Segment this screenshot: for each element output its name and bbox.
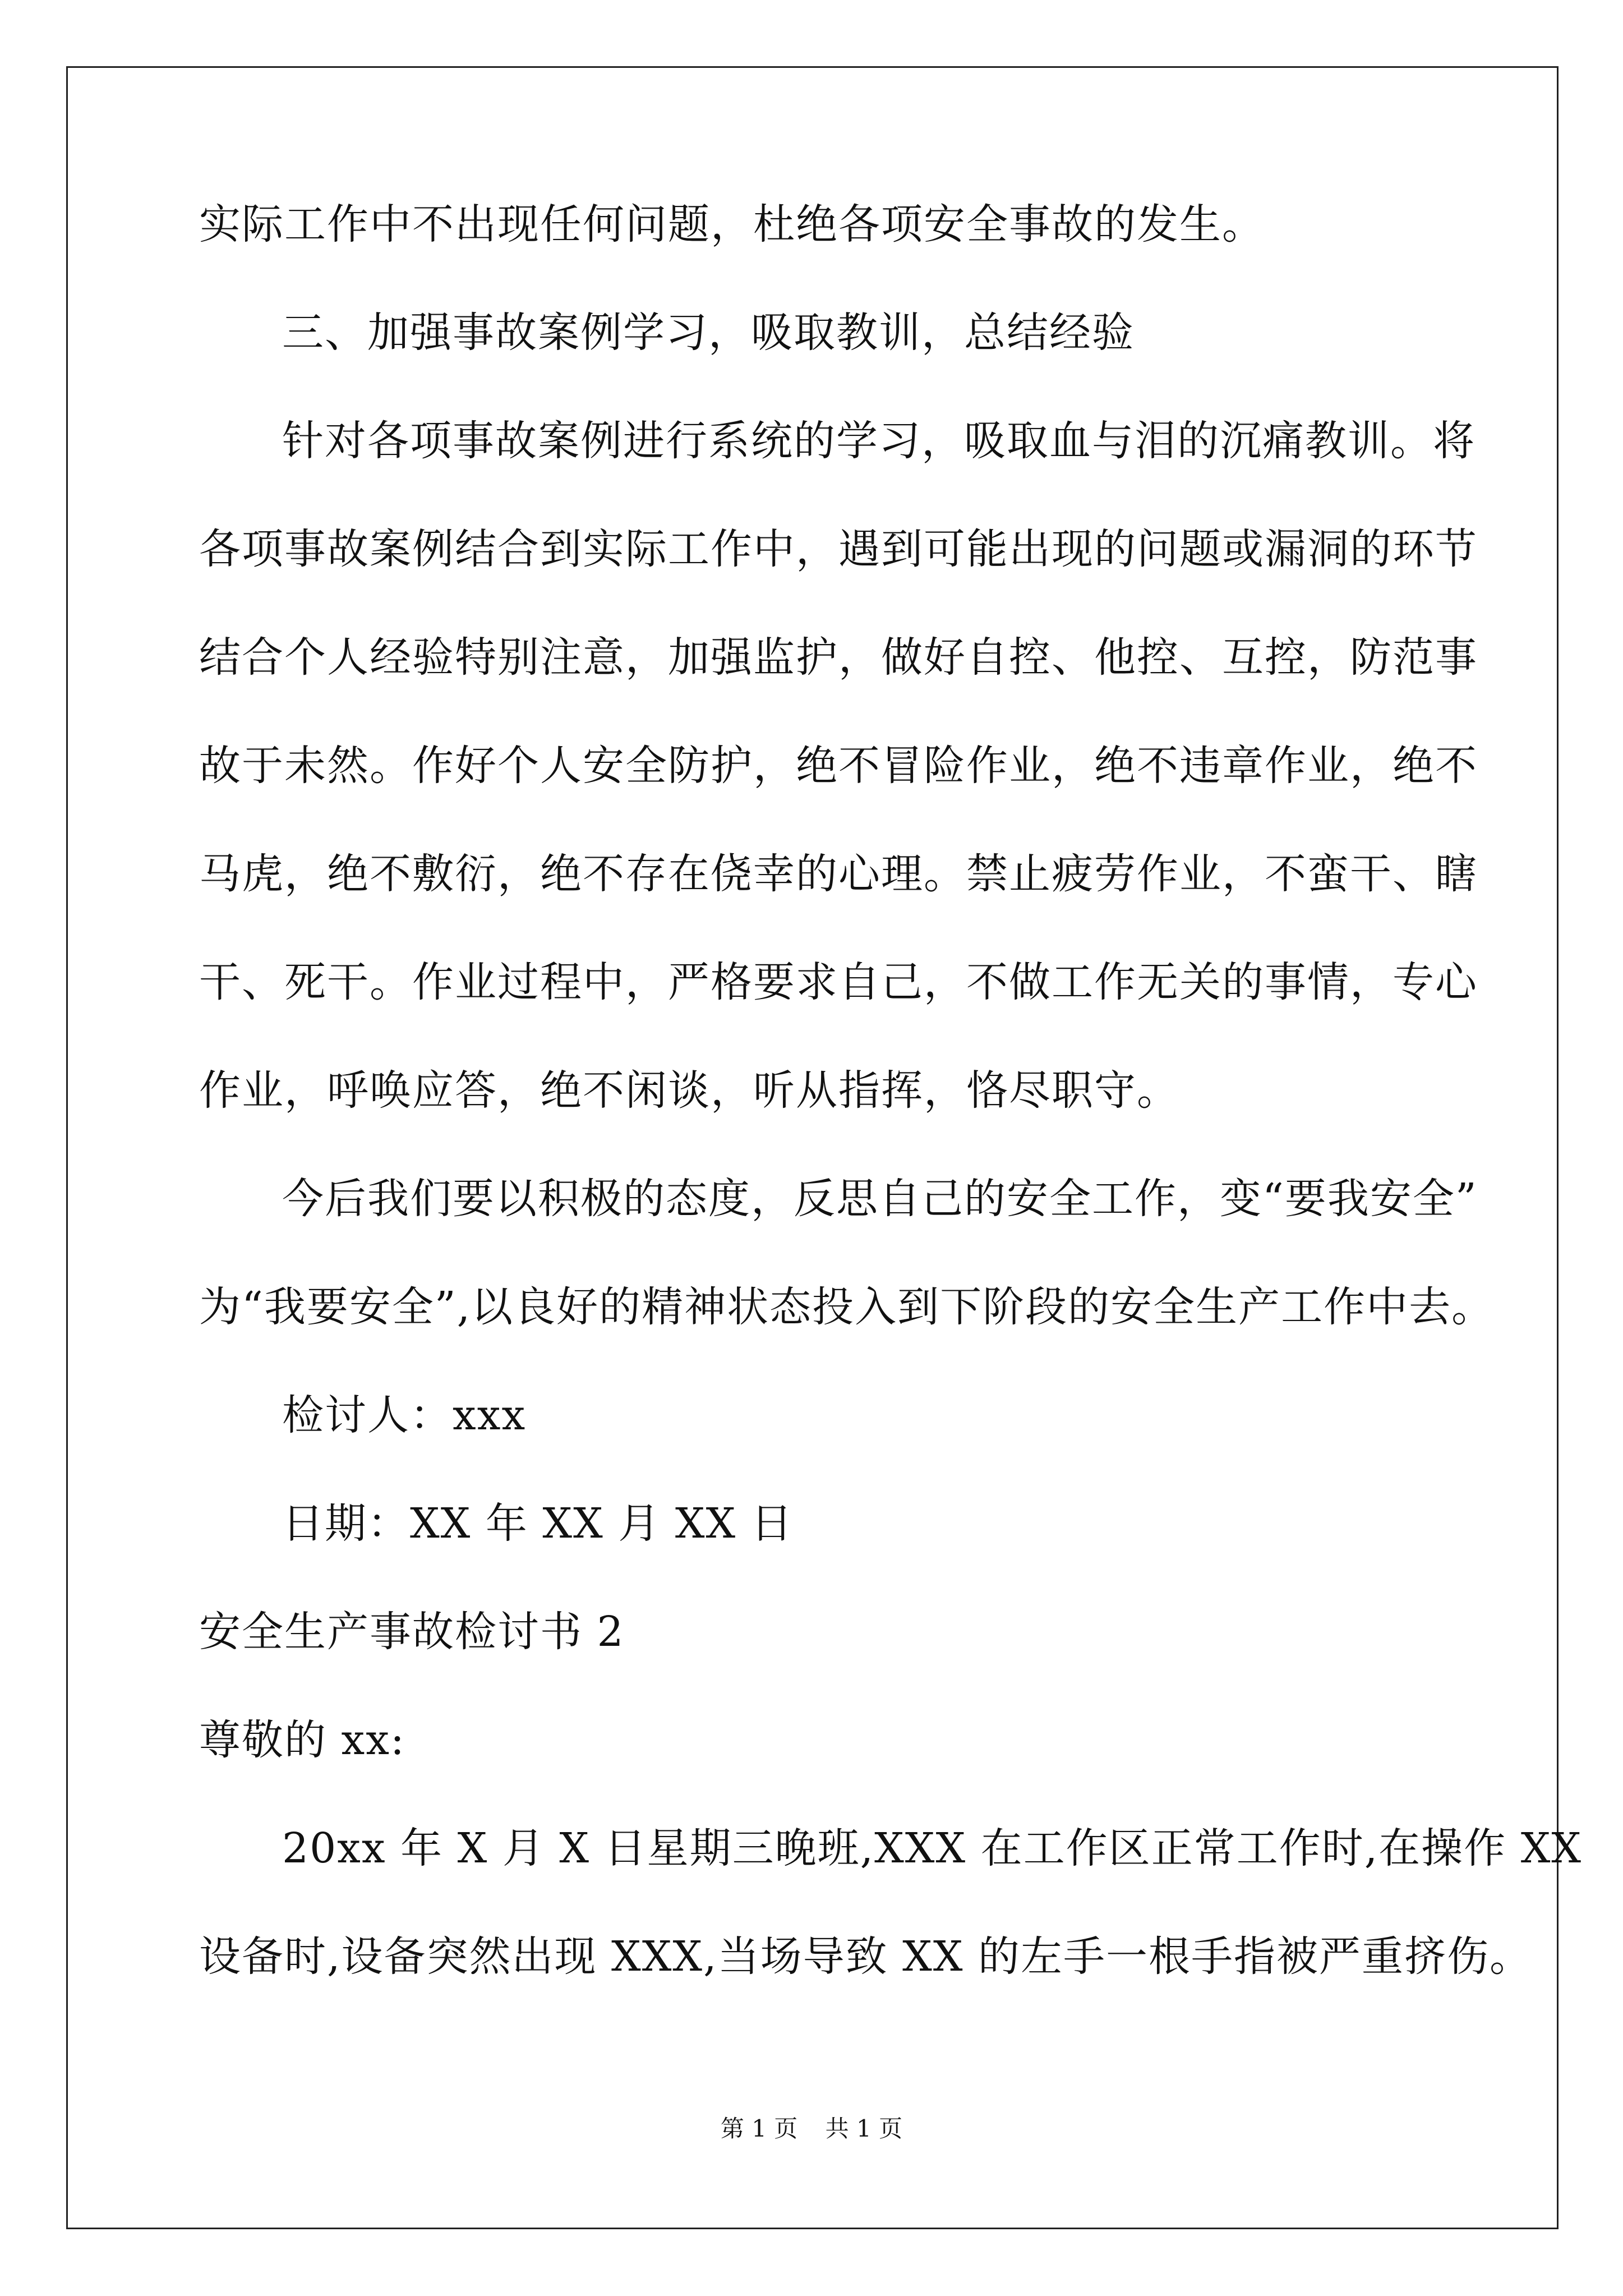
paragraph-line: 20xx 年 X 月 X 日星期三晚班,XXX 在工作区正常工作时,在操作 XX xyxy=(282,1824,1583,1872)
paragraph-line: 针对各项事故案例进行系统的学习，吸取血与泪的沉痛教训。将 xyxy=(282,417,1476,465)
section-heading: 三、加强事故案例学习，吸取教训，总结经验 xyxy=(282,309,1135,357)
document-title: 安全生产事故检讨书 2 xyxy=(199,1608,625,1656)
paragraph-line: 今后我们要以积极的态度，反思自己的安全工作，变“要我安全” xyxy=(282,1175,1478,1223)
document-body xyxy=(199,196,1583,2037)
paragraph-line: 为“我要安全”,以良好的精神状态投入到下阶段的安全生产工作中去。 xyxy=(199,1283,1495,1331)
page-footer xyxy=(0,2112,1623,2146)
paragraph-line: 各项事故案例结合到实际工作中，遇到可能出现的问题或漏洞的环节 xyxy=(199,525,1478,573)
paragraph-line: 结合个人经验特别注意，加强监护，做好自控、他控、互控，防范事 xyxy=(199,633,1478,682)
salutation: 尊敬的 xx: xyxy=(199,1716,405,1764)
page-total: 共 1 页 xyxy=(825,2115,903,2142)
paragraph-line: 实际工作中不出现任何问题，杜绝各项安全事故的发生。 xyxy=(199,200,1265,249)
signature-line: 检讨人：xxx xyxy=(282,1391,527,1439)
paragraph-line: 干、死干。作业过程中，严格要求自己，不做工作无关的事情，专心 xyxy=(199,958,1478,1006)
page-number: 第 1 页 xyxy=(720,2115,798,2142)
paragraph-line: 设备时,设备突然出现 XXX,当场导致 XX 的左手一根手指被严重挤伤。 xyxy=(199,1932,1533,1981)
paragraph-line: 马虎，绝不敷衍，绝不存在侥幸的心理。禁止疲劳作业，不蛮干、瞎 xyxy=(199,850,1478,898)
date-line: 日期：XX 年 XX 月 XX 日 xyxy=(282,1499,794,1548)
paragraph-line: 作业，呼唤应答，绝不闲谈，听从指挥，恪尽职守。 xyxy=(199,1066,1179,1115)
paragraph-line: 故于未然。作好个人安全防护，绝不冒险作业，绝不违章作业，绝不 xyxy=(199,742,1478,790)
